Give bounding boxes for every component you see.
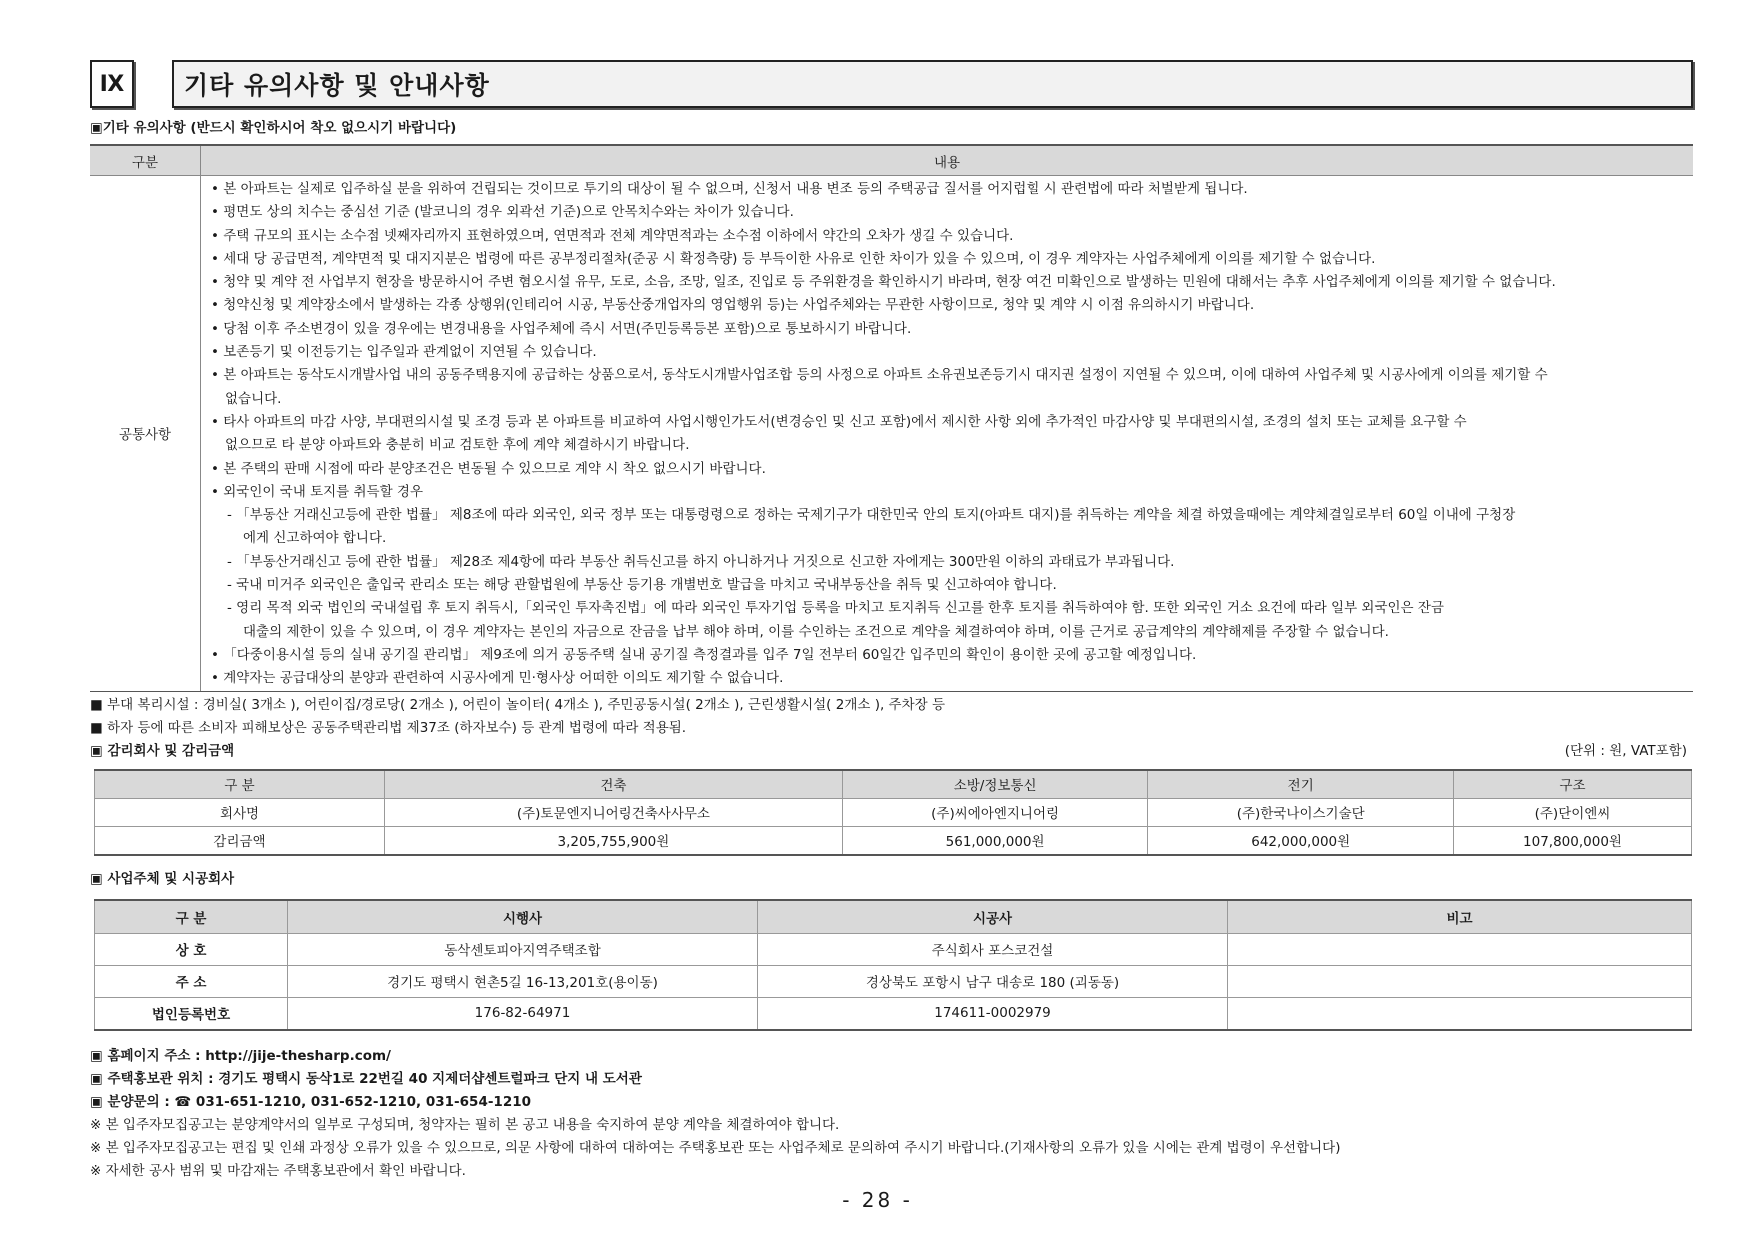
table-cell [1228,965,1692,997]
note-item: • 평면도 상의 치수는 중심선 기준 (발코니의 경우 외곽선 기준)으로 안목치수와는 차이가 있습니다. [211,201,1693,224]
note-item: • 청약 및 계약 전 사업부지 현장을 방문하시어 주변 혐오시설 유무, 도로, 소음, 조망, 일조, 진입로 등 주위환경을 확인하시기 바라며, 현장 여건 미확인으로 발생하는 민원에 대해서는 추후 사업주체에게 이의를 제기할 수 없습니다. [211,271,1693,294]
notes-content-cell [201,176,1694,692]
table-cell: 107,800,000원 [1454,826,1692,855]
table-cell: (주)씨에아엔지니어링 [842,798,1148,826]
footer-note: ※ 본 입주자모집공고는 분양계약서의 일부로 구성되며, 청약자는 필히 본 공고 내용을 숙지하여 분양 계약을 체결하여야 합니다. [90,1116,840,1133]
note-continuation: 대출의 제한이 있을 수 있으며, 이 경우 계약자는 본인의 자금으로 잔금을 납부 해야 하며, 이를 수인하는 조건으로 계약을 체결하여야 하며, 이를 근거로 공급계약의 계약해제를 주장할 수 없습니다. [243,623,1389,640]
section-header [90,60,1693,108]
table-cell: 경기도 평택시 현촌5길 16-13,201호(용이동) [288,965,758,997]
note-item: - 영리 목적 외국 법인의 국내설립 후 토지 취득시,「외국인 투자촉진법」에 따라 외국인 투자기업 등록을 마치고 토지취득 신고를 한후 토지를 취득하여야 함. 또한 외국인 거소 요건에 따라 일부 외국인은 잔금 [211,597,1693,620]
note-item: • 당첨 이후 주소변경이 있을 경우에는 변경내용을 사업주체에 즉시 서면(주민등록등본 포함)으로 통보하시기 바랍니다. [211,318,1693,341]
note-continuation: 없습니다. [225,390,282,407]
note-item: • 본 아파트는 동삭도시개발사업 내의 공동주택용지에 공급하는 상품으로서, 동삭도시개발사업조합 등의 사정으로 아파트 소유권보존등기시 대지권 설정이 지연될 수 있으며, 이에 대하여 사업주체 및 시공사에게 이의를 제기할 수 [211,364,1693,387]
table-cell: 176-82-64971 [288,997,758,1030]
table-row [95,798,1692,826]
note-item: • 「다중이용시설 등의 실내 공기질 관리법」 제9조에 의거 공동주택 실내 공기질 측정결과를 입주 7일 전부터 60일간 입주민의 확인이 용이한 곳에 공고할 예정입니다. [211,644,1693,667]
note-item: • 타사 아파트의 마감 사양, 부대편의시설 및 조경 등과 본 아파트를 비교하여 사업시행인가도서(변경승인 및 신고 포함)에서 제시한 사항 외에 추가적인 마감사양 및 부대편의시설, 조경의 설치 또는 교체를 요구할 수 [211,411,1693,434]
notes-table [90,144,1693,692]
note-continuation: 에게 신고하여야 합니다. [243,530,387,547]
table-cell: 동삭센토피아지역주택조합 [288,933,758,965]
supervision-header-row [95,770,1692,799]
note-item: • 계약자는 공급대상의 분양과 관련하여 시공사에게 민·형사상 어떠한 이의도 제기할 수 없습니다. [211,667,1693,690]
notes-category-cell: 공통사항 [90,176,201,692]
supervision-table [94,769,1692,856]
section-number: Ⅸ [90,60,134,108]
note-item: • 세대 당 공급면적, 계약면적 및 대지지분은 법령에 따른 공부정리절차(준공 시 확정측량) 등 부득이한 사유로 인한 차이가 있을 수 있으며, 이 경우 계약자는 사업주체에게 이의를 제기할 수 없습니다. [211,248,1693,271]
note-item: • 보존등기 및 이전등기는 입주일과 관계없이 지연될 수 있습니다. [211,341,1693,364]
footer-note: ※ 본 입주자모집공고는 편집 및 인쇄 과정상 오류가 있을 수 있으므로, 의문 사항에 대하여 대하여는 주택홍보관 또는 사업주체로 문의하여 주시기 바랍니다.(기재사항의 오류가 있을 시에는 관계 법령이 우선합니다) [90,1139,1341,1156]
table-cell: 감리금액 [95,826,385,855]
note-item: - 「부동산거래신고 등에 관한 법률」 제28조 제4항에 따라 부동산 취득신고를 하지 아니하거나 거짓으로 신고한 자에게는 300만원 이하의 과태료가 부과됩니다. [211,551,1693,574]
table-cell: 561,000,000원 [842,826,1148,855]
table-cell: 642,000,000원 [1148,826,1454,855]
row-header-cell: 상 호 [95,933,288,965]
developer-header-row [95,900,1692,934]
supervision-heading-row [90,740,1693,763]
showroom-line: ▣ 주택홍보관 위치 : 경기도 평택시 동삭1로 22번길 40 지제더샵센트럴파크 단지 내 도서관 [90,1070,642,1087]
note-item: - 「부동산 거래신고등에 관한 법률」 제8조에 따라 외국인, 외국 정부 또는 대통령령으로 정하는 국제기구가 대한민국 안의 토지(아파트 대지)를 취득하는 계약을 체결 하였을때에는 계약체결일로부터 60일 이내에 구청장 [211,504,1693,527]
table-row [95,933,1692,965]
supervision-header-cell: 소방/정보통신 [842,770,1148,799]
table-cell: (주)단이엔씨 [1454,798,1692,826]
table-cell: 주식회사 포스코건설 [758,933,1228,965]
notes-body-row [90,176,1693,692]
developer-table [94,899,1692,1031]
table-row [95,997,1692,1030]
developer-header-cell: 시공사 [758,900,1228,934]
row-header-cell: 주 소 [95,965,288,997]
notes-col-content: 내용 [201,145,1694,176]
document-page [90,60,1693,1183]
footer-note: ※ 자세한 공사 범위 및 마감재는 주택홍보관에서 확인 바랍니다. [90,1162,466,1179]
table-cell: 174611-0002979 [758,997,1228,1030]
notes-col-category: 구분 [90,145,201,176]
footer-block [90,1045,1693,1183]
supervision-header-cell: 전기 [1148,770,1454,799]
homepage-line: ▣ 홈페이지 주소 : http://jije-thesharp.com/ [90,1047,391,1064]
note-item: • 외국인이 국내 토지를 취득할 경우 [211,481,1693,504]
supervision-header-cell: 구 분 [95,770,385,799]
table-cell [1228,933,1692,965]
table-cell: 3,205,755,900원 [385,826,843,855]
table-cell: 경상북도 포항시 남구 대송로 180 (괴동동) [758,965,1228,997]
developer-header-cell: 구 분 [95,900,288,934]
note-item: • 청약신청 및 계약장소에서 발생하는 각종 상행위(인테리어 시공, 부동산중개업자의 영업행위 등)는 사업주체와는 무관한 사항이므로, 청약 및 계약 시 이점 유의하시기 바랍니다. [211,294,1693,317]
table-row [95,965,1692,997]
note-item: • 본 주택의 판매 시점에 따라 분양조건은 변동될 수 있으므로 계약 시 착오 없으시기 바랍니다. [211,458,1693,481]
table-cell: (주)토문엔지니어링건축사사무소 [385,798,843,826]
table-cell [1228,997,1692,1030]
note-item: - 국내 미거주 외국인은 출입국 관리소 또는 해당 관할법원에 부동산 등기용 개별번호 발급을 마치고 국내부동산을 취득 및 신고하여야 합니다. [211,574,1693,597]
table-row [95,826,1692,855]
note-item: • 본 아파트는 실제로 입주하실 분을 위하여 건립되는 것이므로 투기의 대상이 될 수 없으며, 신청서 내용 변조 등의 주택공급 질서를 어지럽힐 시 관련법에 따라 처벌받게 됩니다. [211,178,1693,201]
supervision-heading: ▣ 감리회사 및 감리금액 [90,742,235,759]
supervision-header-cell: 건축 [385,770,843,799]
table-cell: 회사명 [95,798,385,826]
supervision-unit: (단위 : 원, VAT포함) [1564,742,1687,759]
note-item: • 주택 규모의 표시는 소수점 넷째자리까지 표현하였으며, 연면적과 전체 계약면적과는 소수점 이하에서 약간의 오차가 생길 수 있습니다. [211,225,1693,248]
defect-line: ■ 하자 등에 따른 소비자 피해보상은 공동주택관리법 제37조 (하자보수) 등 관계 법령에 따라 적용됨. [90,719,687,736]
developer-header-cell: 비고 [1228,900,1692,934]
inquiry-line: ▣ 분양문의 : ☎ 031-651-1210, 031-652-1210, 031-654-1210 [90,1093,532,1110]
notes-header-row [90,145,1693,176]
notes-heading: ▣기타 유의사항 (반드시 확인하시어 착오 없으시기 바랍니다) [90,120,457,136]
table-cell: (주)한국나이스기술단 [1148,798,1454,826]
developer-heading: ▣ 사업주체 및 시공회사 [90,870,235,887]
note-continuation: 없으므로 타 분양 아파트와 충분히 비교 검토한 후에 계약 체결하시기 바랍니다. [225,437,690,454]
page-number: - 28 - [842,1188,913,1212]
facilities-line: ■ 부대 복리시설 : 경비실( 3개소 ), 어린이집/경로당( 2개소 ), 어린이 놀이터( 4개소 ), 주민공동시설( 2개소 ), 근린생활시설( 2개소 ), 주차장 등 [90,696,946,713]
developer-header-cell: 시행사 [288,900,758,934]
row-header-cell: 법인등록번호 [95,997,288,1030]
section-title: 기타 유의사항 및 안내사항 [172,60,1693,108]
supervision-header-cell: 구조 [1454,770,1692,799]
